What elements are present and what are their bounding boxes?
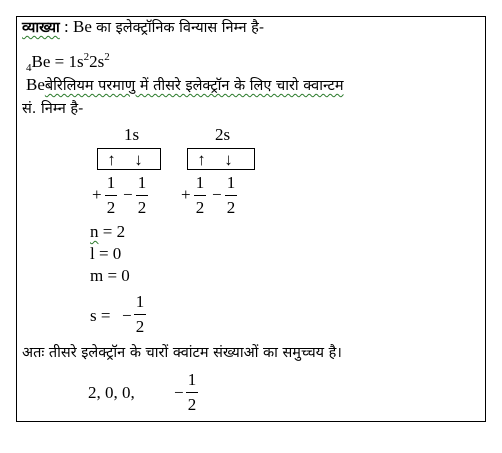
- fraction-numerator: 1: [187, 370, 197, 389]
- spin-minus-sign: −: [123, 185, 133, 204]
- quantum-n: [90, 222, 125, 242]
- fraction-denominator: 2: [137, 198, 147, 217]
- fraction-denominator: 2: [187, 395, 197, 414]
- heading-line: [22, 17, 264, 38]
- n-value: = 2: [102, 222, 126, 241]
- spin-plus-sign: +: [181, 185, 191, 204]
- fraction-denominator: 2: [226, 198, 236, 217]
- spin-fraction-plus: [105, 174, 117, 217]
- conclusion-text: अतः तीसरे इलेक्ट्रॉन के चारों क्वांटम संख्याओं का समुच्चय है।: [22, 345, 342, 361]
- quantum-s-label: s =: [90, 306, 111, 325]
- spin-up-arrow: ↑: [197, 149, 206, 169]
- paragraph-text-1: बेरिलियम परमाणु में तीसरे इलेक्ट्रॉन के लिए चारो क्वान्टम: [44, 78, 344, 94]
- quantum-s-fraction: [134, 293, 146, 336]
- quantum-s-sign: −: [122, 306, 132, 325]
- spin-fraction-plus: [194, 174, 206, 217]
- orbital-label-2s: 2s: [215, 125, 231, 144]
- spin-up-arrow: ↑: [107, 149, 116, 169]
- orbital-box-1s: [97, 148, 161, 170]
- config-element: Be: [31, 52, 51, 71]
- answer-fraction: [186, 371, 198, 414]
- paragraph-line-2: सं. निम्न है-: [22, 101, 84, 117]
- fraction-numerator: 1: [226, 173, 236, 192]
- spin-down-arrow: ↓: [134, 149, 143, 169]
- config-1s: = 1s: [54, 52, 84, 71]
- quantum-m: m = 0: [90, 266, 130, 285]
- answer-sign: −: [174, 383, 184, 402]
- heading-separator: :: [64, 17, 69, 36]
- fraction-denominator: 2: [135, 317, 145, 336]
- config-exp-2s: 2: [104, 51, 110, 63]
- fraction-denominator: 2: [106, 198, 116, 217]
- heading-text: का इलेक्ट्रॉनिक विन्यास निम्न है-: [96, 20, 265, 36]
- spin-minus-sign: −: [212, 185, 222, 204]
- paragraph-be: Be: [26, 75, 45, 94]
- spin-fraction-minus: [225, 174, 237, 217]
- electron-configuration: [26, 47, 110, 78]
- quantum-l: l = 0: [90, 244, 122, 263]
- config-exp-1s: 2: [83, 51, 90, 63]
- spin-fraction-minus: [136, 174, 148, 217]
- fraction-numerator: 1: [195, 173, 205, 192]
- n-symbol: n: [90, 222, 99, 241]
- fraction-numerator: 1: [135, 292, 145, 311]
- paragraph-line-1: [26, 75, 344, 96]
- answer-values: 2, 0, 0,: [88, 383, 135, 402]
- fraction-denominator: 2: [195, 198, 205, 217]
- spin-plus-sign: +: [92, 185, 102, 204]
- atomic-number: 4: [26, 62, 32, 74]
- heading-be: Be: [73, 17, 92, 36]
- fraction-numerator: 1: [137, 173, 147, 192]
- config-2s: 2s: [89, 52, 105, 71]
- heading-label: व्याख्या: [22, 20, 60, 36]
- fraction-numerator: 1: [106, 173, 116, 192]
- orbital-label-1s: 1s: [124, 125, 140, 144]
- orbital-box-2s: [187, 148, 255, 170]
- spin-down-arrow: ↓: [224, 149, 233, 169]
